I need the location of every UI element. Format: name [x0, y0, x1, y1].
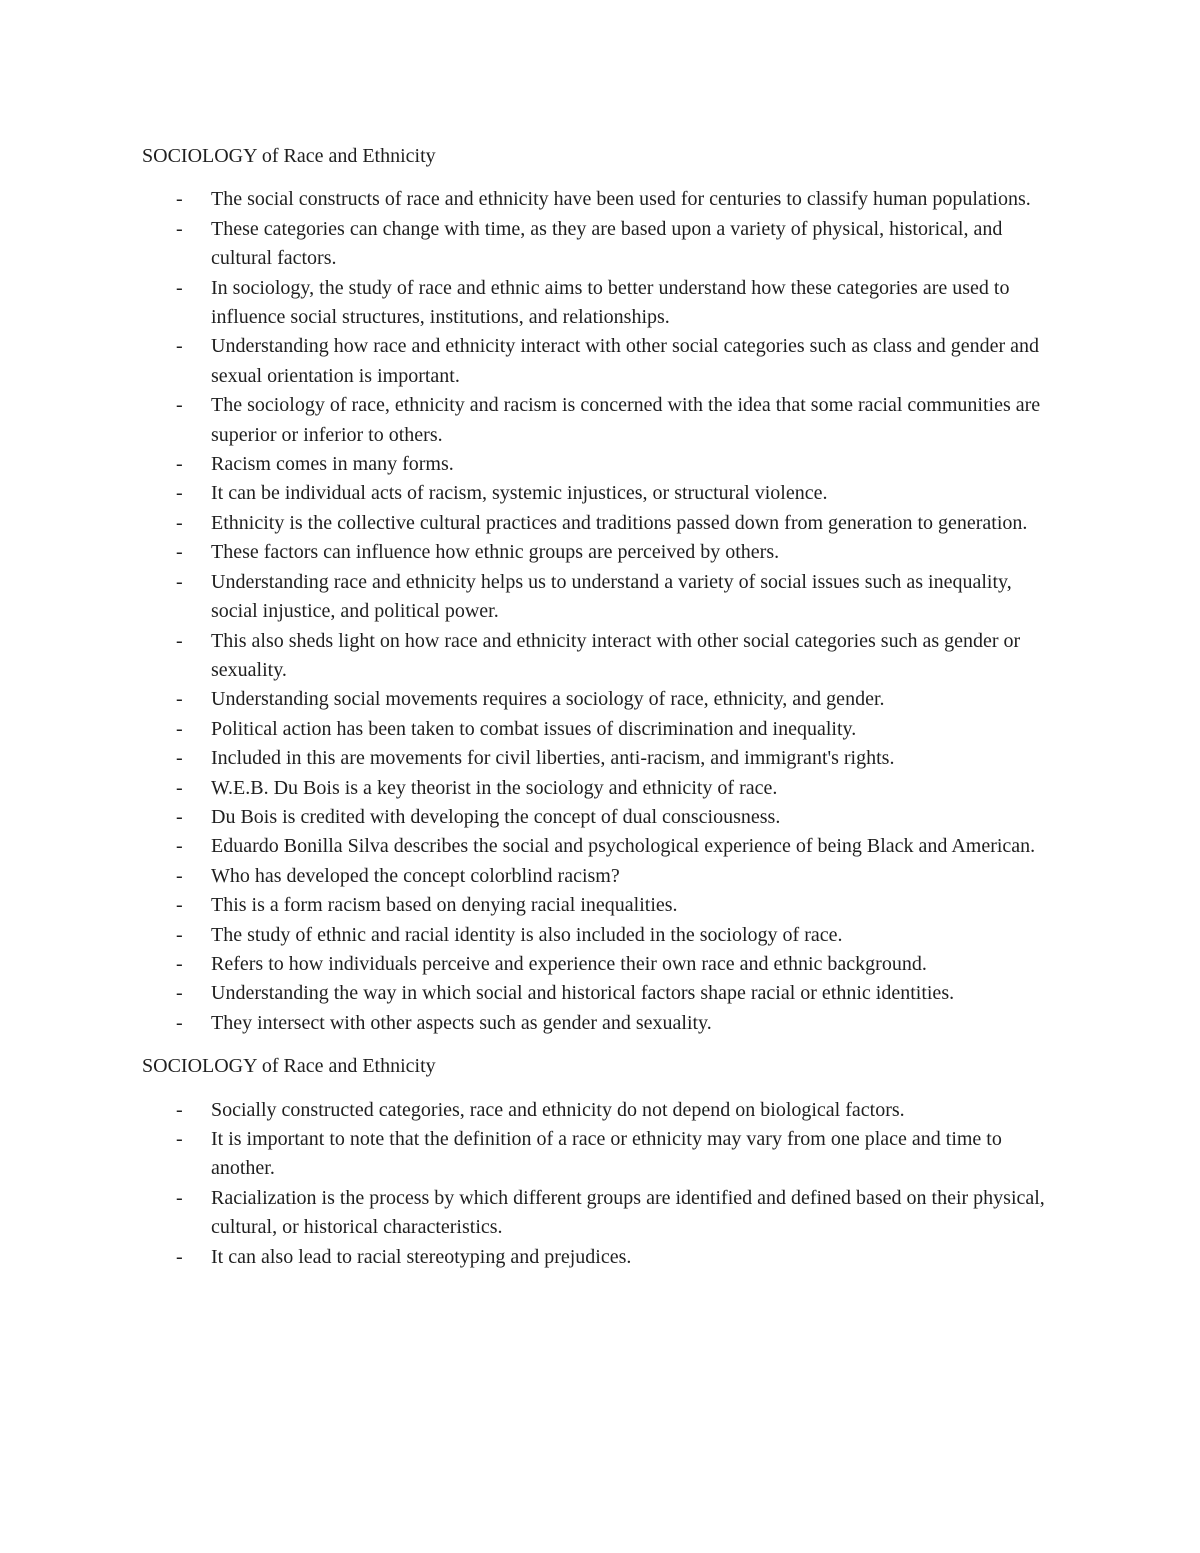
list-item [142, 715, 1062, 744]
list-item-text: Understanding race and ethnicity helps us to understand a variety of social issues such as inequality, social injustice, and political power. [211, 570, 1012, 623]
bullet-dash: - [176, 217, 183, 240]
list-item-text: Socially constructed categories, race and ethnicity do not depend on biological factors. [211, 1098, 905, 1121]
list-item-text: Eduardo Bonilla Silva describes the social and psychological experience of being Black and American. [211, 835, 1036, 858]
list-item-text: Understanding the way in which social and historical factors shape racial or ethnic identities. [211, 982, 955, 1005]
list-item [142, 803, 1062, 832]
bullet-dash: - [176, 482, 183, 505]
list-item [142, 685, 1062, 714]
list-item [142, 832, 1062, 861]
list-item-text: These factors can influence how ethnic groups are perceived by others. [211, 541, 780, 564]
bullet-dash: - [176, 864, 183, 887]
list-item-text: Racism comes in many forms. [211, 453, 454, 476]
list-item-text: The social constructs of race and ethnicity have been used for centuries to classify human populations. [211, 188, 1031, 211]
list-item [142, 479, 1062, 508]
bullet-dash: - [176, 1186, 183, 1209]
list-item [142, 568, 1062, 627]
bullet-dash: - [176, 335, 183, 358]
list-item [142, 509, 1062, 538]
bullet-dash: - [176, 394, 183, 417]
bullet-dash: - [176, 629, 183, 652]
list-item-text: Du Bois is credited with developing the concept of dual consciousness. [211, 805, 781, 828]
list-item [142, 979, 1062, 1008]
list-item [142, 1243, 1062, 1272]
bullet-dash: - [176, 776, 183, 799]
list-item [142, 1184, 1062, 1243]
list-item [142, 774, 1062, 803]
list-item [142, 862, 1062, 891]
list-item-text: Refers to how individuals perceive and experience their own race and ethnic background. [211, 952, 927, 975]
list-item [142, 215, 1062, 274]
bullet-dash: - [176, 188, 183, 211]
list-item-text: W.E.B. Du Bois is a key theorist in the sociology and ethnicity of race. [211, 776, 778, 799]
list-item [142, 1096, 1062, 1125]
document-content [142, 142, 1062, 1286]
list-item [142, 891, 1062, 920]
bullet-dash: - [176, 570, 183, 593]
bullet-dash: - [176, 453, 183, 476]
list-item [142, 921, 1062, 950]
list-item [142, 1009, 1062, 1038]
bullet-dash: - [176, 952, 183, 975]
list-item-text: Who has developed the concept colorblind racism? [211, 864, 620, 887]
bullet-dash: - [176, 1098, 183, 1121]
bullet-dash: - [176, 541, 183, 564]
bullet-dash: - [176, 717, 183, 740]
list-item [142, 185, 1062, 214]
list-item-text: Racialization is the process by which different groups are identified and defined based on their physical, cultural, or historical characteristics. [211, 1186, 1045, 1239]
bullet-list [142, 1096, 1062, 1272]
list-item-text: They intersect with other aspects such as gender and sexuality. [211, 1011, 712, 1034]
list-item-text: Political action has been taken to combat issues of discrimination and inequality. [211, 717, 857, 740]
bullet-list [142, 185, 1062, 1038]
list-item-text: This also sheds light on how race and ethnicity interact with other social categories such as gender or sexuality. [211, 629, 1021, 681]
list-item [142, 950, 1062, 979]
bullet-dash: - [176, 276, 183, 299]
bullet-dash: - [176, 511, 183, 534]
list-item-text: Ethnicity is the collective cultural practices and traditions passed down from generation to generation. [211, 511, 1028, 534]
list-item [142, 538, 1062, 567]
bullet-dash: - [176, 1011, 183, 1034]
list-item-text: It can also lead to racial stereotyping and prejudices. [211, 1245, 632, 1268]
bullet-dash: - [176, 923, 183, 946]
section-heading: SOCIOLOGY of Race and Ethnicity [142, 145, 436, 167]
bullet-dash: - [176, 835, 183, 858]
list-item [142, 274, 1062, 333]
list-item-text: In sociology, the study of race and ethnic aims to better understand how these categories are used to influence social structures, institutions, and relationships. [211, 276, 1010, 329]
list-item [142, 1125, 1062, 1184]
section-heading: SOCIOLOGY of Race and Ethnicity [142, 1055, 436, 1078]
list-item-text: It can be individual acts of racism, systemic injustices, or structural violence. [211, 482, 828, 505]
bullet-dash: - [176, 688, 183, 711]
list-item [142, 627, 1062, 686]
list-item [142, 450, 1062, 479]
bullet-dash: - [176, 805, 183, 828]
list-item [142, 744, 1062, 773]
list-item-text: Included in this are movements for civil liberties, anti-racism, and immigrant's rights. [211, 747, 895, 770]
list-item-text: Understanding how race and ethnicity interact with other social categories such as class and gender and sexual orientation is important. [211, 335, 1040, 387]
list-item-text: Understanding social movements requires a sociology of race, ethnicity, and gender. [211, 688, 885, 711]
list-item-text: This is a form racism based on denying racial inequalities. [211, 894, 678, 917]
bullet-dash: - [176, 1128, 183, 1150]
bullet-dash: - [176, 894, 183, 917]
list-item-text: The study of ethnic and racial identity is also included in the sociology of race. [211, 923, 843, 946]
list-item-text: It is important to note that the definition of a race or ethnicity may vary from one place and time to another. [211, 1128, 1002, 1180]
list-item [142, 391, 1062, 450]
list-item-text: These categories can change with time, as they are based upon a variety of physical, historical, and cultural factors. [211, 217, 1003, 270]
bullet-dash: - [176, 747, 183, 770]
bullet-dash: - [176, 982, 183, 1005]
list-item [142, 332, 1062, 391]
bullet-dash: - [176, 1245, 183, 1268]
list-item-text: The sociology of race, ethnicity and racism is concerned with the idea that some racial communities are superior or inferior to others. [211, 394, 1041, 446]
